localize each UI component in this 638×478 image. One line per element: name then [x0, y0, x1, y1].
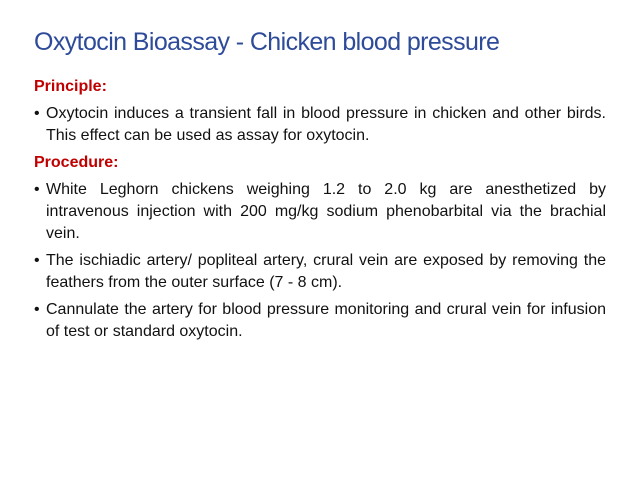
bullet-dot-icon: •: [34, 181, 40, 198]
slide-content: [34, 76, 606, 348]
bullet-item: [34, 299, 606, 343]
bullet-text: Oxytocin induces a transient fall in blood pressure in chicken and other birds. This effect can be used as assay for oxytocin.: [46, 105, 606, 144]
bullet-item: [34, 250, 606, 294]
bullet-text: White Leghorn chickens weighing 1.2 to 2.0 kg are anesthetized by intravenous injection with 200 mg/kg sodium phenobarbital via the brachial vein.: [46, 181, 606, 242]
section-heading-principle: Principle:: [34, 78, 107, 95]
bullet-item: [34, 179, 606, 245]
bullet-text: Cannulate the artery for blood pressure monitoring and crural vein for infusion of test or standard oxytocin.: [46, 301, 606, 340]
bullet-dot-icon: •: [34, 301, 40, 318]
bullet-text: The ischiadic artery/ popliteal artery, crural vein are exposed by removing the feathers from the outer surface (7 - 8 cm).: [46, 252, 606, 291]
bullet-dot-icon: •: [34, 252, 40, 269]
slide-title: Oxytocin Bioassay - Chicken blood pressure: [34, 28, 500, 56]
bullet-item: [34, 103, 606, 147]
bullet-dot-icon: •: [34, 105, 40, 122]
section-heading-procedure: Procedure:: [34, 154, 119, 171]
